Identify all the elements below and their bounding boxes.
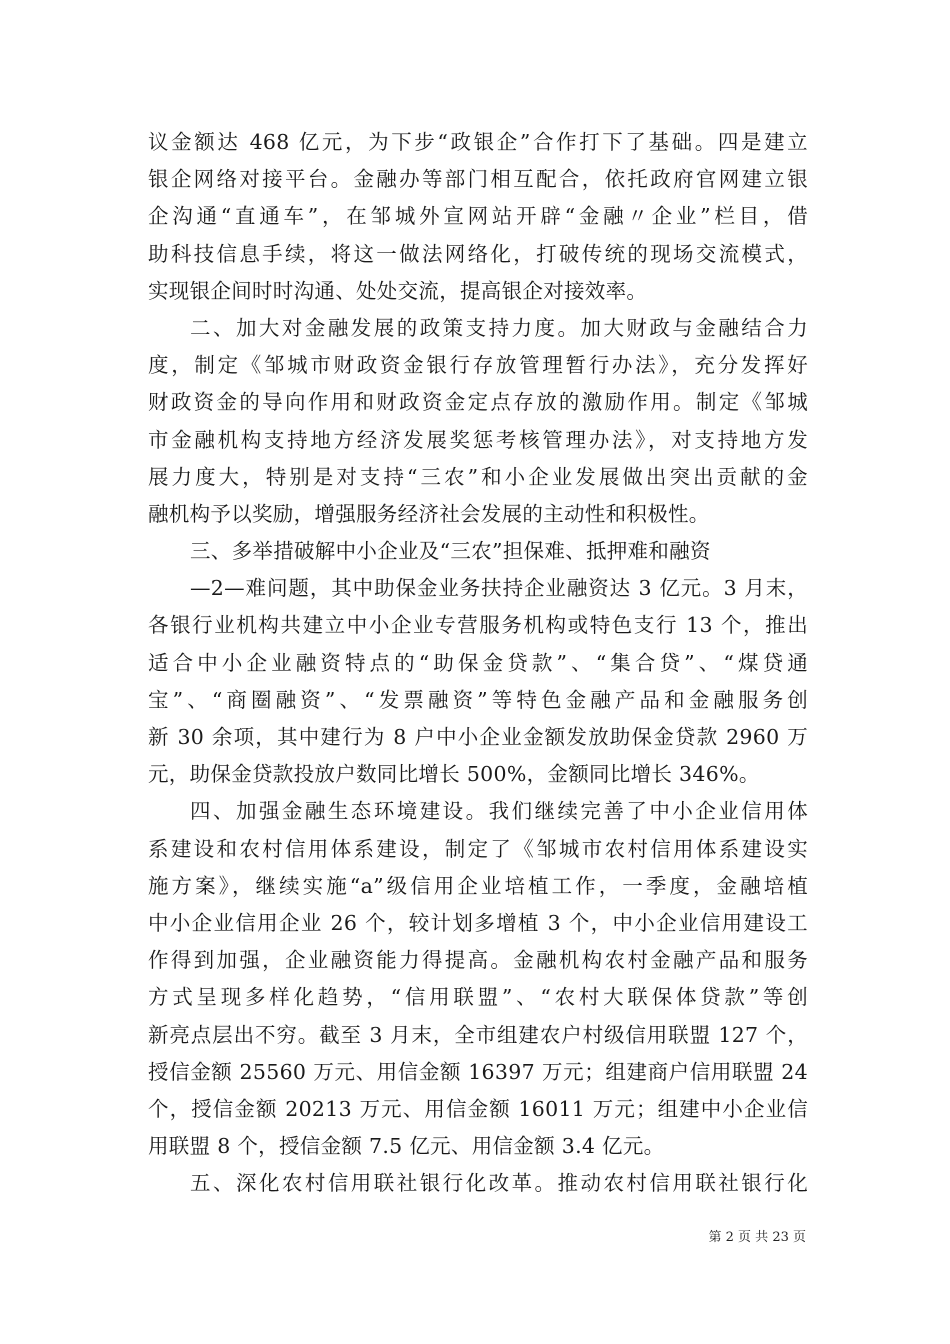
text-line: 实现银企间时时沟通、处处交流，提高银企对接效率。 [148, 278, 648, 303]
text-line: 议金额达 468 亿元，为下步“政银企”合作打下了基础。四是建立 [148, 130, 808, 154]
text-line: 用联盟 8 个，授信金额 7.5 亿元、用信金额 3.4 亿元。 [148, 1134, 665, 1159]
text-line: 施方案》，继续实施“a”级信用企业培植工作，一季度，金融培植 [148, 873, 808, 898]
text-line: 企沟通“直通车”，在邹城外宣网站开辟“金融〃企业”栏目，借 [148, 204, 808, 229]
text-line: 五、深化农村信用联社银行化改革。推动农村信用联社银行化 [190, 1171, 808, 1196]
text-line: 授信金额 25560 万元、用信金额 16397 万元；组建商户信用联盟 24 [148, 1059, 808, 1084]
text-line: 元，助保金贷款投放户数同比增长 500%，金额同比增长 346%。 [148, 762, 760, 787]
text-line: 新亮点层出不穷。截至 3 月末，全市组建农户村级信用联盟 127 个， [148, 1022, 808, 1047]
text-line: 系建设和农村信用体系建设，制定了《邹城市农村信用体系建设实 [148, 836, 808, 861]
text-line: —2—难问题，其中助保金业务扶持企业融资达 3 亿元。3 月末， [190, 576, 808, 601]
text-line: 四、加强金融生态环境建设。我们继续完善了中小企业信用体 [190, 799, 808, 824]
text-line: 二、加大对金融发展的政策支持力度。加大财政与金融结合力 [190, 315, 808, 340]
text-line: 财政资金的导向作用和财政资金定点存放的激励作用。制定《邹城 [148, 390, 808, 415]
text-line: 个，授信金额 20213 万元、用信金额 16011 万元；组建中小企业信 [148, 1096, 808, 1121]
text-line: 适合中小企业融资特点的“助保金贷款”、“集合贷”、“煤贷通 [148, 650, 808, 675]
text-line: 中小企业信用企业 26 个，较计划多增植 3 个，中小企业信用建设工 [148, 910, 808, 935]
page-number: 第 2 页 共 23 页 [708, 1230, 806, 1245]
text-line: 融机构予以奖励，增强服务经济社会发展的主动性和积极性。 [148, 501, 710, 526]
text-line: 度，制定《邹城市财政资金银行存放管理暂行办法》，充分发挥好 [148, 353, 808, 378]
text-line: 新 30 余项，其中建行为 8 户中小企业金额发放助保金贷款 2960 万 [148, 725, 808, 749]
text-line: 方式呈现多样化趋势，“信用联盟”、“农村大联保体贷款”等创 [148, 985, 808, 1010]
text-line: 助科技信息手续，将这一做法网络化，打破传统的现场交流模式， [148, 241, 808, 266]
text-line: 展力度大，特别是对支持“三农”和小企业发展做出突出贡献的金 [148, 464, 808, 489]
text-line: 市金融机构支持地方经济发展奖惩考核管理办法》，对支持地方发 [148, 427, 808, 452]
text-line: 宝”、“商圈融资”、“发票融资”等特色金融产品和金融服务创 [148, 687, 808, 712]
document-body [148, 124, 808, 1202]
text-line: 各银行业机构共建立中小企业专营服务机构或特色支行 13 个，推出 [148, 613, 808, 638]
text-line: 作得到加强，企业融资能力得提高。金融机构农村金融产品和服务 [148, 948, 808, 973]
text-line: 银企网络对接平台。金融办等部门相互配合，依托政府官网建立银 [148, 167, 808, 192]
text-line: 三、多举措破解中小企业及“三农”担保难、抵押难和融资 [190, 539, 711, 564]
